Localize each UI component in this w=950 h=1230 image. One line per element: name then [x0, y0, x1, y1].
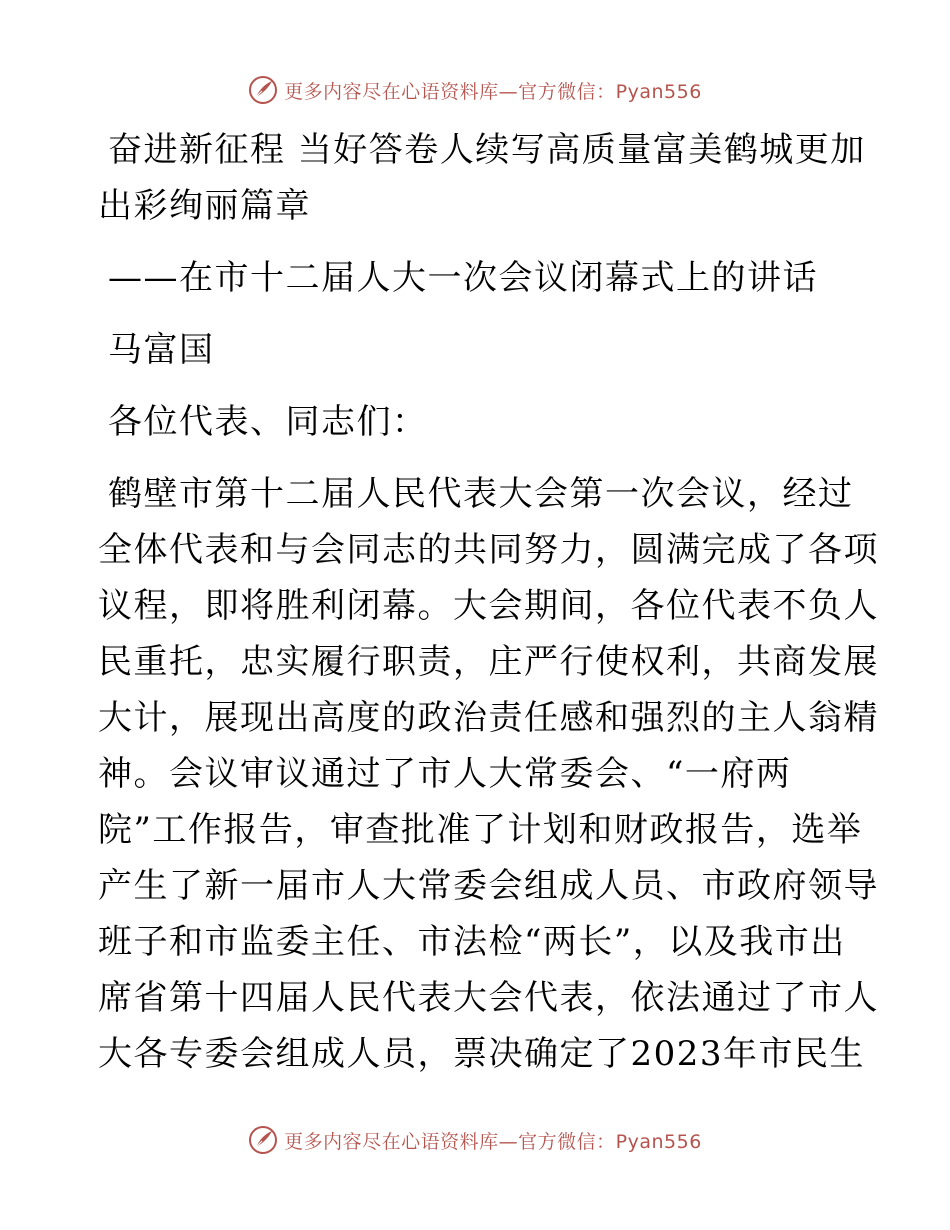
document-title-line-2: 出彩绚丽篇章: [98, 186, 311, 226]
header-watermark: [0, 70, 950, 110]
document-author: 马富国: [108, 330, 215, 370]
watermark-text: 更多内容尽在心语资料库—官方微信：Pyan556: [284, 80, 702, 103]
document-body: [98, 122, 879, 1082]
paragraph-line: 议程，即将胜利闭幕。大会期间，各位代表不负人: [98, 586, 879, 626]
footer-watermark: [0, 1120, 950, 1160]
document-salutation: 各位代表、同志们：: [108, 402, 428, 442]
feather-pen-logo-icon: [248, 75, 278, 105]
paragraph-line: 全体代表和与会同志的共同努力，圆满完成了各项: [98, 530, 879, 570]
paragraph-line: 大各专委会组成人员，票决确定了2023年市民生: [98, 1034, 866, 1074]
paragraph-line: 院”工作报告，审查批准了计划和财政报告，选举: [98, 810, 863, 850]
document-title-line-1: 奋进新征程 当好答卷人续写高质量富美鹤城更加: [108, 130, 866, 170]
paragraph-line: 班子和市监委主任、市法检“两长”，以及我市出: [98, 922, 846, 962]
paragraph-line: 产生了新一届市人大常委会组成人员、市政府领导: [98, 866, 879, 906]
paragraph-line: 鹤壁市第十二届人民代表大会第一次会议，经过: [108, 474, 854, 514]
paragraph-line: 神。会议审议通过了市人大常委会、“一府两: [98, 754, 792, 794]
paragraph-line: 大计，展现出高度的政治责任感和强烈的主人翁精: [98, 698, 879, 738]
paragraph-line: 席省第十四届人民代表大会代表，依法通过了市人: [98, 978, 879, 1018]
feather-pen-logo-icon: [248, 1125, 278, 1155]
paragraph-line: 民重托，忠实履行职责，庄严行使权利，共商发展: [98, 642, 879, 682]
watermark-text: 更多内容尽在心语资料库—官方微信：Pyan556: [284, 1130, 702, 1153]
document-subtitle: ——在市十二届人大一次会议闭幕式上的讲话: [108, 258, 818, 298]
